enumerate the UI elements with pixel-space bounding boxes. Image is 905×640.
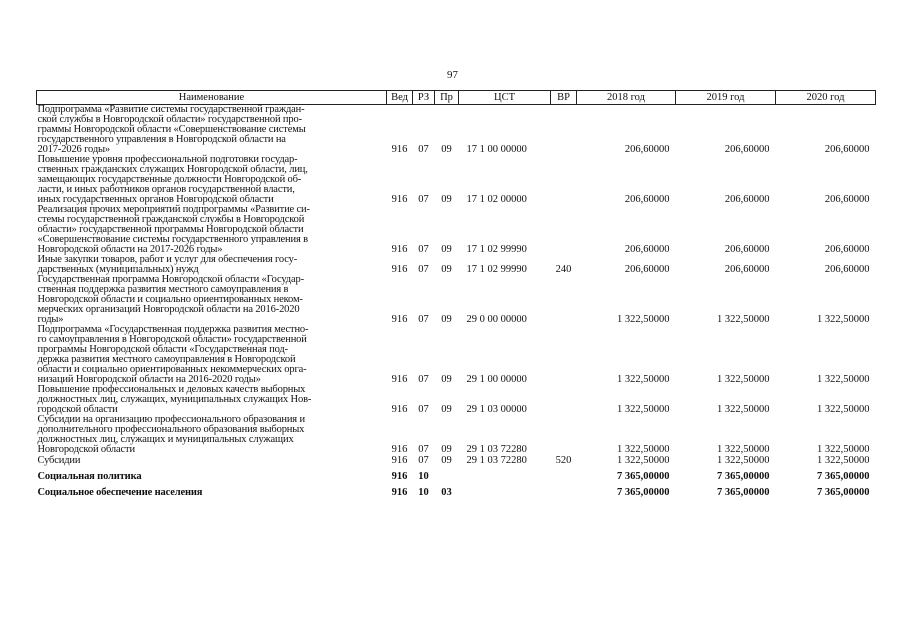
row-2018: 1 322,50000 bbox=[617, 374, 670, 385]
row-pr: 09 bbox=[441, 144, 452, 155]
row-ved: 916 bbox=[391, 144, 408, 155]
row-ved: 916 bbox=[391, 444, 408, 455]
row-pr: 09 bbox=[441, 404, 452, 415]
row-rz: 10 bbox=[418, 487, 429, 498]
row-name-line: Подпрограмма «Развитие системы государственной граждан- bbox=[37, 104, 305, 115]
row-rz: 07 bbox=[418, 455, 429, 466]
row-name-line: ственная поддержка развития местного самоуправления в bbox=[37, 284, 289, 295]
row-cst: 29 0 00 00000 bbox=[466, 314, 527, 325]
row-ved: 916 bbox=[391, 404, 408, 415]
row-name-line: Реализация прочих мероприятий подпрограммы «Развитие си- bbox=[37, 204, 310, 215]
row-pr: 09 bbox=[441, 194, 452, 205]
row-vr: 520 bbox=[555, 455, 572, 466]
header-2020: 2020 год bbox=[776, 91, 876, 105]
row-name-line: Новгородской области bbox=[37, 444, 135, 455]
row-cst: 17 1 02 00000 bbox=[466, 194, 527, 205]
row-name bbox=[37, 415, 387, 455]
row-name-line: держка развития местного самоуправления в Новгородской bbox=[37, 354, 296, 365]
header-pr: Пр bbox=[435, 91, 459, 105]
row-2018: 1 322,50000 bbox=[617, 404, 670, 415]
row-vr bbox=[551, 415, 577, 455]
row-name-line: должностных лиц, служащих, муниципальных служащих Нов- bbox=[37, 394, 312, 405]
page-number: 97 bbox=[447, 69, 458, 81]
row-name-line: Социальное обеспечение населения bbox=[37, 487, 203, 498]
row-2018: 206,60000 bbox=[624, 244, 670, 255]
row-name-line: Новгородской области и социально ориентированных неком- bbox=[37, 294, 303, 305]
header-2018: 2018 год bbox=[577, 91, 676, 105]
row-2018: 7 365,00000 bbox=[617, 487, 670, 498]
table-header bbox=[37, 91, 876, 105]
row-name-line: государственного управления в Новгородской области на bbox=[37, 134, 286, 145]
row-2020: 206,60000 bbox=[824, 144, 870, 155]
row-2019: 1 322,50000 bbox=[717, 374, 770, 385]
row-ved: 916 bbox=[391, 244, 408, 255]
row-pr: 09 bbox=[441, 314, 452, 325]
table-row bbox=[37, 155, 876, 205]
header-rz: РЗ bbox=[413, 91, 435, 105]
row-name bbox=[37, 255, 387, 275]
row-2018: 206,60000 bbox=[624, 264, 670, 275]
row-ved: 916 bbox=[391, 374, 408, 385]
row-pr: 09 bbox=[441, 444, 452, 455]
row-vr bbox=[551, 105, 577, 156]
row-2019: 7 365,00000 bbox=[717, 471, 770, 482]
row-2019: 206,60000 bbox=[724, 194, 770, 205]
header-ved: Вед bbox=[387, 91, 413, 105]
row-rz: 07 bbox=[418, 264, 429, 275]
row-2019: 1 322,50000 bbox=[717, 455, 770, 466]
row-name bbox=[37, 385, 387, 415]
row-rz: 07 bbox=[418, 404, 429, 415]
row-name-line: области» государственной программы Новгородской области bbox=[37, 224, 304, 235]
row-name-line: Социальная политика bbox=[37, 471, 142, 482]
table-row bbox=[37, 205, 876, 255]
row-pr: 09 bbox=[441, 244, 452, 255]
header-name: Наименование bbox=[37, 91, 387, 105]
row-2019: 206,60000 bbox=[724, 244, 770, 255]
row-name bbox=[37, 466, 387, 482]
row-pr: 03 bbox=[441, 487, 452, 498]
row-name-line: Государственная программа Новгородской области «Государ- bbox=[37, 274, 304, 285]
row-name-line: иных государственных органов Новгородской области bbox=[37, 194, 274, 205]
table-row bbox=[37, 482, 876, 498]
row-name-line: «Совершенствование системы государственного управления в bbox=[37, 234, 308, 245]
row-name bbox=[37, 105, 387, 156]
row-vr bbox=[551, 275, 577, 325]
row-rz: 07 bbox=[418, 244, 429, 255]
row-name-line: ласти, и иных работников органов государственной власти, bbox=[37, 184, 295, 195]
row-name-line: замещающих государственные должности Новгородской об- bbox=[37, 174, 302, 185]
row-name-line: ской службы в Новгородской области» государственной про- bbox=[37, 114, 302, 125]
row-vr: 240 bbox=[555, 264, 572, 275]
table-row bbox=[37, 385, 876, 415]
row-name-line: стемы государственной гражданской службы в Новгородской bbox=[37, 214, 305, 225]
row-name-line: дарственных (муниципальных) нужд bbox=[37, 264, 199, 275]
row-ved: 916 bbox=[391, 194, 408, 205]
row-vr bbox=[551, 325, 577, 385]
row-cst bbox=[459, 482, 551, 498]
table-row bbox=[37, 455, 876, 466]
row-name-line: ственных гражданских служащих Новгородской области, лиц, bbox=[37, 164, 308, 175]
row-2019: 206,60000 bbox=[724, 264, 770, 275]
header-row bbox=[37, 91, 876, 105]
row-cst: 29 1 03 00000 bbox=[466, 404, 527, 415]
row-2020: 1 322,50000 bbox=[817, 455, 870, 466]
row-2020: 1 322,50000 bbox=[817, 314, 870, 325]
row-name-line: Повышение профессиональных и деловых качеств выборных bbox=[37, 384, 306, 395]
row-rz: 07 bbox=[418, 374, 429, 385]
row-rz: 07 bbox=[418, 144, 429, 155]
row-2020: 206,60000 bbox=[824, 244, 870, 255]
row-2020: 1 322,50000 bbox=[817, 404, 870, 415]
row-2019: 1 322,50000 bbox=[717, 314, 770, 325]
table-row bbox=[37, 325, 876, 385]
budget-table bbox=[36, 90, 876, 498]
row-2018: 206,60000 bbox=[624, 144, 670, 155]
table-row bbox=[37, 415, 876, 455]
row-name-line: дополнительного профессионального образования выборных bbox=[37, 424, 305, 435]
row-2018: 1 322,50000 bbox=[617, 455, 670, 466]
row-name-line: Иные закупки товаров, работ и услуг для обеспечения госу- bbox=[37, 254, 298, 265]
row-2019: 206,60000 bbox=[724, 144, 770, 155]
row-vr bbox=[551, 155, 577, 205]
row-vr bbox=[551, 466, 577, 482]
row-rz: 07 bbox=[418, 194, 429, 205]
table-row bbox=[37, 255, 876, 275]
row-cst: 29 1 03 72280 bbox=[466, 444, 527, 455]
row-cst: 29 1 03 72280 bbox=[466, 455, 527, 466]
row-name bbox=[37, 455, 387, 466]
row-2020: 206,60000 bbox=[824, 194, 870, 205]
row-2020: 1 322,50000 bbox=[817, 444, 870, 455]
header-cst: ЦСТ bbox=[459, 91, 551, 105]
row-name-line: программы Новгородской области «Государственная под- bbox=[37, 344, 288, 355]
row-rz: 07 bbox=[418, 444, 429, 455]
row-rz: 07 bbox=[418, 314, 429, 325]
row-ved: 916 bbox=[391, 487, 408, 498]
row-pr: 09 bbox=[441, 374, 452, 385]
row-name-line: Повышение уровня профессиональной подготовки государ- bbox=[37, 154, 298, 165]
row-pr bbox=[435, 466, 459, 482]
table-row bbox=[37, 466, 876, 482]
row-ved: 916 bbox=[391, 314, 408, 325]
row-name-line: граммы Новгородской области «Совершенствование системы bbox=[37, 124, 306, 135]
row-2019: 1 322,50000 bbox=[717, 404, 770, 415]
row-name-line: городской области bbox=[37, 404, 118, 415]
row-2019: 1 322,50000 bbox=[717, 444, 770, 455]
table-row bbox=[37, 105, 876, 156]
row-name-line: низаций Новгородской области на 2016-2020 годы» bbox=[37, 374, 261, 385]
row-2018: 206,60000 bbox=[624, 194, 670, 205]
row-name-line: Подпрограмма «Государственная поддержка развития местно- bbox=[37, 324, 309, 335]
row-name-line: го самоуправления в Новгородской области» государственной bbox=[37, 334, 307, 345]
row-name bbox=[37, 205, 387, 255]
header-2019: 2019 год bbox=[676, 91, 776, 105]
table-row bbox=[37, 275, 876, 325]
row-name-line: области и социально ориентированных некоммерческих орга- bbox=[37, 364, 307, 375]
row-name bbox=[37, 155, 387, 205]
row-2020: 7 365,00000 bbox=[817, 471, 870, 482]
row-cst: 17 1 00 00000 bbox=[466, 144, 527, 155]
row-name-line: Субсидии bbox=[37, 455, 81, 466]
row-ved: 916 bbox=[391, 264, 408, 275]
row-name bbox=[37, 275, 387, 325]
row-2018: 1 322,50000 bbox=[617, 444, 670, 455]
row-name-line: должностных лиц, служащих и муниципальных служащих bbox=[37, 434, 294, 445]
row-name-line: мерческих организаций Новгородской области на 2016-2020 bbox=[37, 304, 300, 315]
row-cst: 29 1 00 00000 bbox=[466, 374, 527, 385]
row-cst: 17 1 02 99990 bbox=[466, 244, 527, 255]
row-2020: 7 365,00000 bbox=[817, 487, 870, 498]
row-name bbox=[37, 325, 387, 385]
row-pr: 09 bbox=[441, 455, 452, 466]
header-vr: ВР bbox=[551, 91, 577, 105]
row-rz: 10 bbox=[418, 471, 429, 482]
row-name-line: Новгородской области на 2017-2026 годы» bbox=[37, 244, 223, 255]
row-pr: 09 bbox=[441, 264, 452, 275]
row-2020: 1 322,50000 bbox=[817, 374, 870, 385]
row-2018: 1 322,50000 bbox=[617, 314, 670, 325]
row-2020: 206,60000 bbox=[824, 264, 870, 275]
row-name bbox=[37, 482, 387, 498]
row-vr bbox=[551, 205, 577, 255]
row-name-line: Субсидии на организацию профессионального образования и bbox=[37, 414, 305, 425]
row-vr bbox=[551, 482, 577, 498]
row-vr bbox=[551, 385, 577, 415]
table-body bbox=[37, 105, 876, 499]
row-cst bbox=[459, 466, 551, 482]
row-ved: 916 bbox=[391, 455, 408, 466]
row-ved: 916 bbox=[391, 471, 408, 482]
row-cst: 17 1 02 99990 bbox=[466, 264, 527, 275]
row-2018: 7 365,00000 bbox=[617, 471, 670, 482]
row-name-line: годы» bbox=[37, 314, 64, 325]
row-2019: 7 365,00000 bbox=[717, 487, 770, 498]
row-name-line: 2017-2026 годы» bbox=[37, 144, 111, 155]
